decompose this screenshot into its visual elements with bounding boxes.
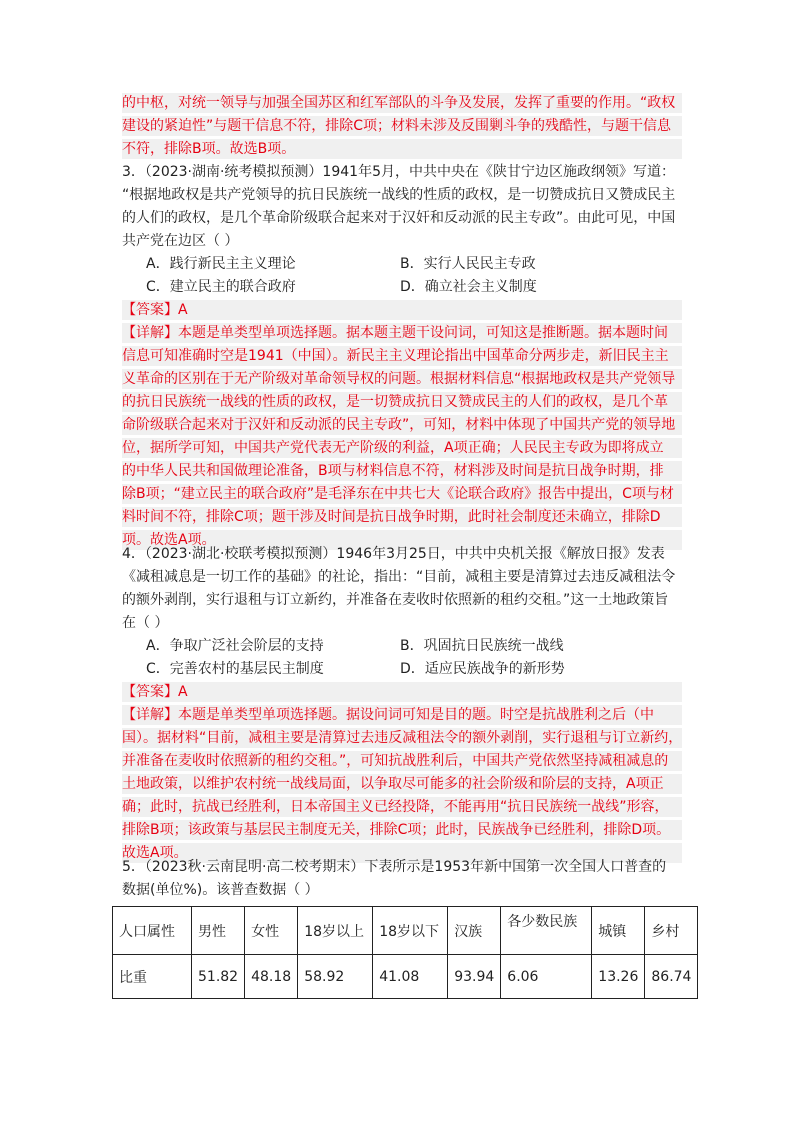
table-header-cell: 汉族 (448, 907, 501, 955)
table-header-row (113, 907, 698, 955)
q3-explanation-line: 【详解】本题是单类型单项选择题。据本题主题干设问词，可知这是推断题。据本题时间 (122, 323, 682, 343)
table-cell: 41.08 (373, 955, 448, 999)
table-header-cell: 乡村 (645, 907, 698, 955)
table-header-cell: 18岁以上 (298, 907, 373, 955)
q4-option-b: B．巩固抗日民族统一战线 (400, 638, 564, 654)
table-header-cell: 18岁以下 (373, 907, 448, 955)
q3-explanation-line: 除B项；“建立民主的联合政府”是毛泽东在中共七大《论联合政府》报告中提出，C项与材 (122, 484, 682, 504)
q4-option-a: A．争取广泛社会阶层的支持 (146, 638, 324, 654)
table-row (113, 955, 698, 999)
table-cell: 48.18 (245, 955, 298, 999)
q4-answer: 【答案】A (122, 682, 682, 702)
table-header-cell: 城镇 (592, 907, 645, 955)
table-header-cell: 人口属性 (113, 907, 192, 955)
table-cell: 13.26 (592, 955, 645, 999)
prev-explanation-line: 不符，排除B项。故选B项。 (122, 139, 682, 159)
q3-explanation-line: 命阶级联合起来对于汉奸和反动派的民主专政”，可知，材料中体现了中国共产党的领导地 (122, 415, 682, 435)
q3-explanation-line: 位，据所学可知，中国共产党代表无产阶级的利益，A项正确；人民民主专政为即将成立 (122, 438, 682, 458)
q3-option-b: B．实行人民民主专政 (400, 256, 536, 272)
table-cell: 58.92 (298, 955, 373, 999)
q3-stem-line: “根据地政权是共产党领导的抗日民族统一战线的性质的政权，是一切赞成抗日又赞成民主 (122, 187, 676, 203)
q3-option-d: D．确立社会主义制度 (400, 279, 537, 295)
q4-explanation-line: 排除B项；该政策与基层民主制度无关，排除C项；此时，民族战争已经胜利，排除D项。 (122, 820, 682, 840)
q3-option-c: C．建立民主的联合政府 (146, 279, 296, 295)
q3-explanation-line: 义革命的区别在于无产阶级对革命领导权的问题。根据材料信息“根据地政权是共产党领导 (122, 369, 682, 389)
q3-explanation-line: 信息可知准确时空是1941（中国）。新民主主义理论指出中国革命分两步走，新旧民主主 (122, 346, 682, 366)
q3-stem-line: 共产党在边区（ ） (122, 233, 239, 249)
table-cell: 比重 (113, 955, 192, 999)
q5-stem-line: 5．（2023秋·云南昆明·高二校考期末）下表所示是1953年新中国第一次全国人口普查的 (122, 859, 667, 875)
table-cell: 6.06 (501, 955, 592, 999)
q4-stem-line: 的额外剥削，实行退租与订立新约，并准备在麦收时依照新的租约交租。”这一土地政策旨 (122, 592, 669, 608)
q3-explanation-line: 项。故选A项。 (122, 530, 682, 550)
q4-option-d: D．适应民族战争的新形势 (400, 661, 565, 677)
q4-explanation-line: 土地政策，以维护农村统一战线局面，以争取尽可能多的社会阶级和阶层的支持，A项正 (122, 774, 682, 794)
census-table (112, 906, 698, 999)
q4-stem-line: 在（ ） (122, 615, 169, 631)
table-header-cell: 女性 (245, 907, 298, 955)
q3-option-a: A．践行新民主主义理论 (146, 256, 296, 272)
table-cell: 86.74 (645, 955, 698, 999)
q3-explanation-line: 料时间不符，排除C项；题干涉及时间是抗日战争时期，此时社会制度还未确立，排除D (122, 507, 682, 527)
q3-answer: 【答案】A (122, 300, 682, 320)
q4-explanation-line: 故选A项。 (122, 843, 682, 863)
q3-stem-line: 3．（2023·湖南·统考模拟预测）1941年5月，中共中央在《陕甘宁边区施政纲领》写道： (122, 164, 675, 180)
q5-stem-line: 数据(单位%)。该普查数据（ ） (122, 882, 319, 898)
prev-explanation-line: 建设的紧迫性”与题干信息不符，排除C项；材料未涉及反围剿斗争的残酷性，与题干信息 (122, 116, 682, 136)
table-header-cell: 男性 (192, 907, 245, 955)
table-cell: 93.94 (448, 955, 501, 999)
q3-explanation-line: 的中华人民共和国做理论准备，B项与材料信息不符，材料涉及时间是抗日战争时期，排 (122, 461, 682, 481)
q4-stem-line: 《减租减息是一切工作的基础》的社论，指出：“目前，减租主要是清算过去违反减租法令 (122, 569, 676, 585)
q4-explanation-line: 并准备在麦收时依照新的租约交租。”，可知抗战胜利后，中国共产党依然坚持减租减息的 (122, 751, 682, 771)
q3-stem-line: 的人们的政权，是几个革命阶级联合起来对于汉奸和反动派的民主专政”。由此可见，中国 (122, 210, 676, 226)
q4-explanation-line: 确；此时，抗战已经胜利，日本帝国主义已经投降，不能再用“抗日民族统一战线”形容， (122, 797, 682, 817)
table-cell: 51.82 (192, 955, 245, 999)
q4-explanation-line: 【详解】本题是单类型单项选择题。据设问词可知是目的题。时空是抗战胜利之后（中 (122, 705, 682, 725)
prev-explanation-line: 的中枢，对统一领导与加强全国苏区和红军部队的斗争及发展，发挥了重要的作用。“政权 (122, 93, 682, 113)
table-header-cell: 各少数民族 (501, 907, 592, 955)
q4-explanation-line: 国）。据材料“目前，减租主要是清算过去违反减租法令的额外剥削，实行退租与订立新约， (122, 730, 683, 746)
q3-explanation-line: 的抗日民族统一战线的性质的政权，是一切赞成抗日又赞成民主的人们的政权，是几个革 (122, 392, 682, 412)
q4-stem-line: 4．（2023·湖北·校联考模拟预测）1946年3月25日，中共中央机关报《解放日报》发表 (122, 546, 665, 562)
q4-option-c: C．完善农村的基层民主制度 (146, 661, 324, 677)
